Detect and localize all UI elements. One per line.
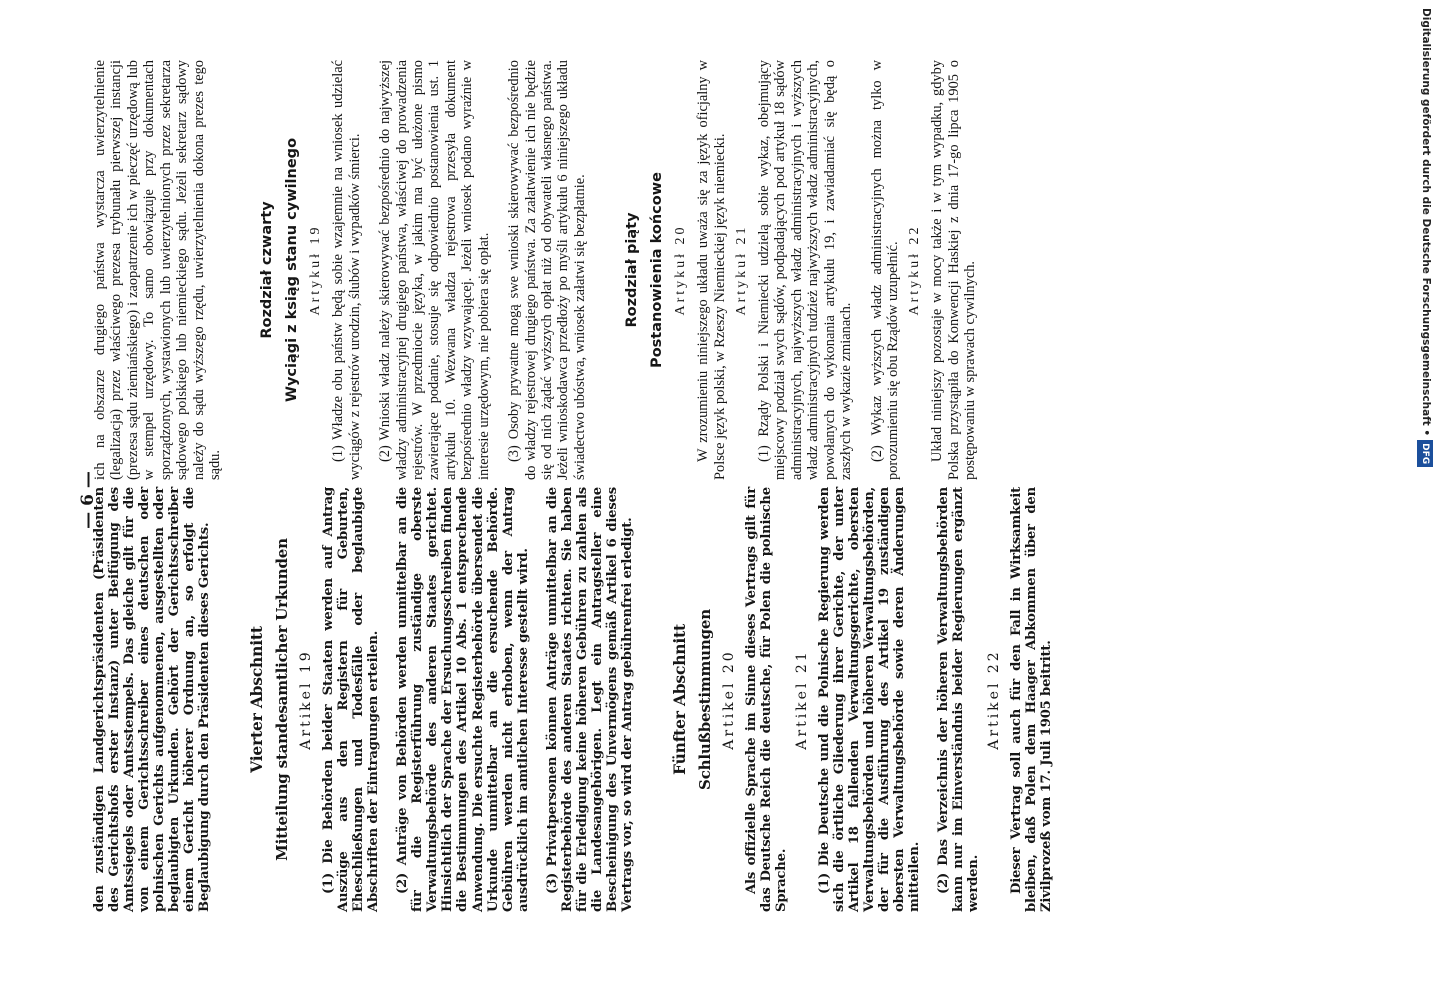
german-article-19-heading: Artikel 19 bbox=[298, 649, 315, 750]
polish-article-19-para-3: (3) Osoby prywatne mogą swe wnioski skierowywać bezpośrednio do władzy rejestrowej drugiego państwa. Za załatwienie ich nie będzie się od nich żądać wyższych opłat niż od obywateli własnego państwa. Jeżeli wnioskodawca przedłoży po myśli artykułu 6 niniejszego układu świadectwo ubóstwa, wniosek załatwi się bezpłatnie. bbox=[506, 60, 588, 480]
polish-text-column bbox=[92, 60, 981, 480]
polish-article-22-para: Układ niniejszy pozostaje w mocy także i w tym wypadku, gdyby Polska przystąpiła do Konwencji Haskiej z dnia 17-go lipca 1905 o postępowaniu w sprawach cywilnych. bbox=[929, 60, 979, 480]
german-article-19-para-3: (3) Privatpersonen können Anträge unmittelbar an die Registerbehörde des anderen Staates richten. Sie haben für die Erledigung keine höheren Gebühren zu zahlen als die Landesangehörigen. Legt ein Antragsteller eine Bescheinigung des Unvermögens gemäß Artikel 6 dieses Vertrags vor, so wird der Antrag gebührenfrei erledigt. bbox=[544, 487, 635, 912]
german-chapter-5-subtitle: Schlußbestimmungen bbox=[695, 609, 714, 790]
digitization-credit-text: Digitalisierung gefördert durch die Deutsche Forschungsgemeinschaft • bbox=[1420, 8, 1432, 437]
german-article-22-heading: Artikel 22 bbox=[986, 649, 1003, 750]
polish-article-21-para-1: (1) Rządy Polski i Niemiecki udzielą sobie wykaz, obejmujący miejscowy podział swych sądów, podpadających pod artykuł 18 sądów administracyjnych, najwyższych władz administracyjnych i wyższych władz administracyjnych tudzież najwyższych władz administracyjnych, powołanych do wykonania artykułu 19, i zawiadamiać się będą o zaszłych w wykazie zmianach. bbox=[756, 60, 855, 480]
polish-chapter-5-heading: Rozdział piąty bbox=[624, 212, 641, 328]
polish-article-19-para-1: (1) Władze obu państw będą sobie wzajemnie na wniosek udzielać wyciągów z rejestrów urodzin, ślubów i wypadków śmierci. bbox=[330, 60, 363, 480]
digitization-credit-text-wrap bbox=[1417, 8, 1434, 467]
polish-chapter-4-subtitle: Wyciągi z ksiąg stanu cywilnego bbox=[283, 137, 300, 403]
german-article-20-heading: Artikel 20 bbox=[720, 649, 737, 750]
polish-article-20-para: W zrozumieniu niniejszego układu uważa się za język oficjalny w Polsce język polski, w Rzeszy Niemieckiej język niemiecki. bbox=[695, 60, 728, 480]
german-chapter-5-heading: Fünfter Abschnitt bbox=[669, 624, 689, 775]
german-intro-paragraph: den zuständigen Landgerichtspräsidenten (Präsidenten des Gerichtshofs erster Instanz) unter Beifügung des Amtssiegels oder Amtsstempels. Das gleiche gilt für die von einem Gerichtsschreiber eines deutschen oder polnischen Gerichts aufgenommenen, ausgestellten oder beglaubigten Urkunden. Gehört der Gerichtsschreiber einem Gericht höherer Ordnung an, so erfolgt die Beglaubigung durch den Präsidenten dieses Gerichts. bbox=[92, 487, 213, 912]
german-chapter-4-subtitle: Mitteilung standesamtlicher Urkunden bbox=[273, 538, 292, 861]
german-article-21-para-2: (2) Das Verzeichnis der höheren Verwaltungsbehörden kann nur im Einverständnis beider Regierungen ergänzt werden. bbox=[936, 487, 982, 912]
german-chapter-4-heading: Vierter Abschnitt bbox=[247, 626, 267, 773]
german-article-21-para-1: (1) Die Deutsche und die Polnische Regierung werden sich die örtliche Gliederung ihrer Gerichte, der unter Artikel 18 fallenden Verwaltungsgerichte, obersten Verwaltungsbehörden und höheren Verwaltungsbehörden, der für die Ausführung des Artikel 19 zuständigen obersten Verwaltungsbehörde sowie deren Änderungen mitteilen. bbox=[816, 487, 923, 912]
digitization-credit bbox=[1418, 8, 1434, 992]
german-article-19-para-2: (2) Anträge von Behörden werden unmittelbar an die für die Registerführung zuständige oberste Verwaltungsbehörde des anderen Staates gerichtet. Hinsichtlich der Sprache der Ersuchungsschreiben finden die Bestimmungen des Artikel 10 Abs. 1 entsprechende Anwendung. Die ersuchte Registerbehörde übersendet die Urkunde unmittelbar an die ersuchende Behörde. Gebühren werden nicht erhoben, wenn der Antrag ausdrücklich im amtlichen Interesse gestellt wird. bbox=[395, 487, 531, 912]
german-article-19-para-1: (1) Die Behörden beider Staaten werden auf Antrag Auszüge aus den Registern für Geburten, Eheschließungen und Todesfälle oder beglaubigte Abschriften der Eintragungen erteilen. bbox=[321, 487, 382, 912]
polish-article-21-para-2: (2) Wykaz wyższych władz administracyjnych można tylko w porozumieniu się obu Rządów uzupełnić. bbox=[868, 60, 901, 480]
dfg-logo: DFG bbox=[1417, 440, 1433, 467]
german-article-20-para: Als offizielle Sprache im Sinne dieses Vertrags gilt für das Deutsche Reich die deutsche, für Polen die polnische Sprache. bbox=[743, 487, 789, 912]
german-article-22-para: Dieser Vertrag soll auch für den Fall in Wirksamkeit bleiben, daß Polen dem Haager Abkommen über den Zivilprozeß vom 17. Juli 1905 beitritt. bbox=[1009, 487, 1055, 912]
polish-article-20-heading: Artykuł 20 bbox=[673, 224, 689, 316]
german-article-21-heading: Artikel 21 bbox=[793, 649, 810, 750]
german-text-column bbox=[92, 487, 1056, 912]
polish-chapter-4-heading: Rozdział czwarty bbox=[259, 201, 276, 339]
polish-article-19-para-2: (2) Wnioski władz należy skierowywać bezpośrednio do najwyższej władzy administracyjnej drugiego państwa, właściwej do prowadzenia rejestrów. W przedmiocie języka, w jakim ma być ułożone pismo zawierające podanie, stosuje się odpowiednio postanowienia ust. 1 artykułu 10. Wezwana władza rejestrowa przesyła dokument bezpośrednio władzy wzywającej. Jeżeli wniosek podano wyraźnie w interesie urzędowym, nie pobiera się opłat. bbox=[377, 60, 492, 480]
polish-intro-paragraph: ich na obszarze drugiego państwa wystarcza uwierzytelnienie (legalizacja) przez właściwego prezesa trybunału pierwszej instancji (prezesa sądu ziemiańskiego) i zaopatrzenie ich w pieczęć urzędową lub w stempel urzędowy. To samo obowiązuje przy dokumentach sporządzonych, wystawionych lub uwierzytelnionych przez sekretarza sądowego polskiego lub niemieckiego sądu. Jeżeli sekretarz sądowy należy do sądu wyższego rzędu, uwierzytelnienia dokona prezes tego sądu. bbox=[92, 60, 223, 480]
polish-article-21-heading: Artykuł 21 bbox=[734, 224, 750, 316]
page-number: — 6 — bbox=[78, 471, 98, 529]
polish-chapter-5-subtitle: Postanowienia końcowe bbox=[648, 172, 665, 368]
polish-article-22-heading: Artykuł 22 bbox=[907, 224, 923, 316]
polish-article-19-heading: Artykuł 19 bbox=[308, 224, 324, 316]
